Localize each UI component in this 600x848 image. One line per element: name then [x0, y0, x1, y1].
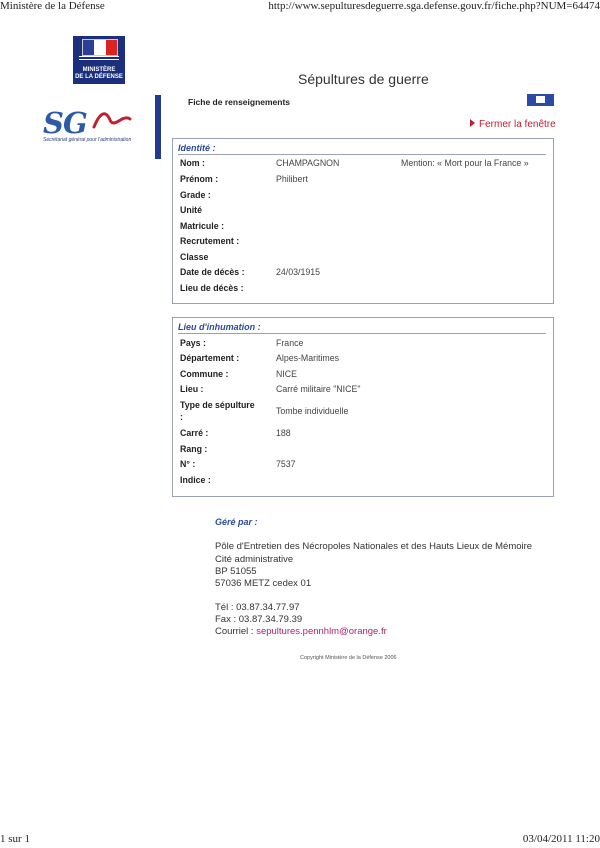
lieu-value: Carré militaire "NICE" — [276, 384, 361, 394]
recrutement-label: Recrutement : — [180, 236, 240, 246]
fiche-label: Fiche de renseignements — [188, 97, 291, 107]
carre-value: 188 — [276, 428, 291, 438]
printer-icon — [536, 96, 545, 103]
print-footer-pages: 1 sur 1 — [0, 833, 30, 845]
print-button[interactable] — [527, 94, 554, 106]
prenom-value: Philibert — [276, 174, 308, 184]
gestion-line3: BP 51055 — [215, 566, 257, 577]
print-header-url: http://www.sepulturesdeguerre.sga.defense.gouv.fr/fiche.php?NUM=64474 — [268, 0, 600, 12]
lieu-label: Lieu : — [180, 384, 204, 394]
pays-value: France — [276, 338, 304, 348]
copyright: Copyright Ministère de la Défense 2006 — [300, 655, 397, 661]
numero-value: 7537 — [276, 459, 296, 469]
ministry-logo-line1: MINISTÈRE — [82, 67, 116, 73]
identite-panel — [172, 138, 554, 304]
sga-swoosh-icon — [92, 108, 132, 130]
date-deces-value: 24/03/1915 — [276, 267, 321, 277]
french-flag-icon — [82, 39, 118, 56]
departement-value: Alpes-Maritimes — [276, 353, 340, 363]
gestion-line4: 57036 METZ cedex 01 — [215, 578, 312, 589]
courriel-link[interactable]: sepultures.pennhlm@orange.fr — [256, 626, 387, 637]
commune-label: Commune : — [180, 369, 229, 379]
gere-par-title: Géré par : — [215, 517, 258, 527]
rang-label: Rang : — [180, 444, 208, 454]
nom-value: CHAMPAGNON — [276, 158, 340, 168]
date-deces-label: Date de décès : — [180, 267, 245, 277]
sga-bar — [155, 95, 161, 159]
mention-value: Mention: « Mort pour la France » — [401, 158, 529, 168]
ministry-logo-line2: DE LA DÉFENSE — [75, 74, 123, 80]
classe-label: Classe — [180, 252, 209, 262]
sga-subtitle: Secrétariat général pour l'administration — [43, 137, 132, 143]
sga-logo: SG — [43, 106, 87, 140]
gestion-line1: Pôle d'Entretien des Nécropoles Nationales et des Hauts Lieux de Mémoire — [215, 541, 533, 552]
type-sepulture-label-2: : — [180, 412, 183, 422]
print-header-site: Ministère de la Défense — [0, 0, 105, 12]
commune-value: NICE — [276, 369, 298, 379]
identite-title: Identité : — [178, 143, 216, 153]
gestion-fax: Fax : 03.87.34.79.39 — [215, 614, 303, 625]
carre-label: Carré : — [180, 428, 209, 438]
gestion-courriel — [215, 626, 387, 637]
type-sepulture-value: Tombe individuelle — [276, 406, 349, 416]
lieu-deces-label: Lieu de décès : — [180, 283, 244, 293]
ministry-logo — [73, 36, 125, 84]
grade-label: Grade : — [180, 190, 211, 200]
indice-label: Indice : — [180, 475, 211, 485]
inhumation-panel — [172, 317, 554, 497]
page-title: Sépultures de guerre — [298, 71, 429, 87]
matricule-label: Matricule : — [180, 221, 224, 231]
close-window-link[interactable]: Fermer la fenêtre — [470, 119, 556, 130]
numero-label: N° : — [180, 459, 196, 469]
unite-label: Unité — [180, 205, 202, 215]
gestion-line2: Cité administrative — [215, 554, 294, 565]
inhumation-title: Lieu d'inhumation : — [178, 322, 261, 332]
print-footer-date: 03/04/2011 11:20 — [522, 833, 600, 845]
gestion-tel: Tél : 03.87.34.77.97 — [215, 602, 300, 613]
nom-label: Nom : — [180, 158, 205, 168]
type-sepulture-label-1: Type de sépulture — [180, 400, 255, 410]
departement-label: Département : — [180, 353, 240, 363]
arrow-right-icon — [470, 119, 475, 127]
courriel-label: Courriel : — [215, 626, 254, 637]
prenom-label: Prénom : — [180, 174, 219, 184]
pays-label: Pays : — [180, 338, 206, 348]
